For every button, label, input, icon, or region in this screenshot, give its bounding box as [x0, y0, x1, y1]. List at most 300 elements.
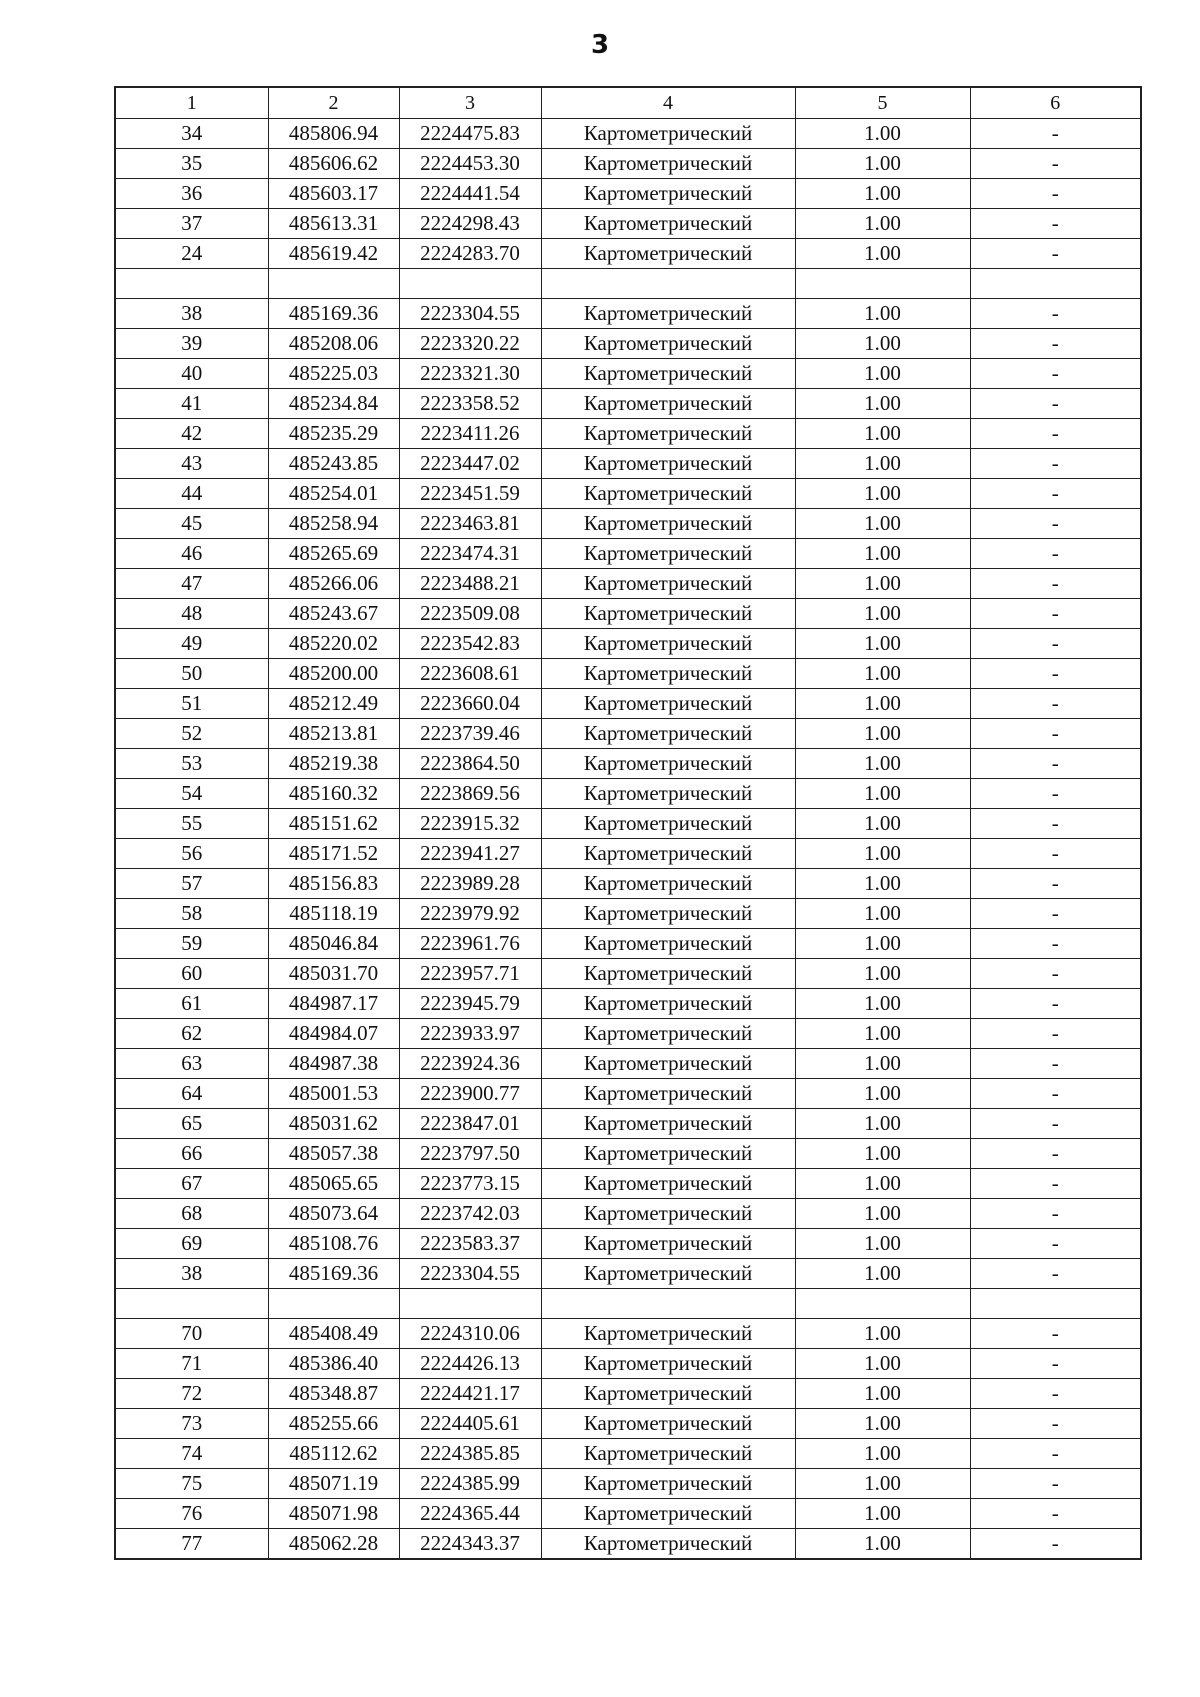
- table-cell: -: [970, 1409, 1141, 1439]
- table-cell: Картометрический: [541, 149, 795, 179]
- table-cell: 1.00: [795, 299, 970, 329]
- table-cell: 2224310.06: [399, 1319, 541, 1349]
- table-row: [115, 1289, 1141, 1319]
- table-row: [115, 1079, 1141, 1109]
- table-cell: 485160.32: [268, 779, 399, 809]
- table-cell: -: [970, 239, 1141, 269]
- table-cell: -: [970, 1079, 1141, 1109]
- table-cell: -: [970, 689, 1141, 719]
- table-cell: 485001.53: [268, 1079, 399, 1109]
- table-cell: Картометрический: [541, 239, 795, 269]
- table-row: [115, 209, 1141, 239]
- table-cell: 485171.52: [268, 839, 399, 869]
- table-cell: 2223509.08: [399, 599, 541, 629]
- table-row: [115, 449, 1141, 479]
- table-cell: Картометрический: [541, 689, 795, 719]
- table-cell: -: [970, 149, 1141, 179]
- table-cell: Картометрический: [541, 119, 795, 149]
- table-cell: Картометрический: [541, 599, 795, 629]
- table-row: [115, 479, 1141, 509]
- table-cell: 485071.98: [268, 1499, 399, 1529]
- table-cell: [268, 1289, 399, 1319]
- column-header: 6: [970, 87, 1141, 119]
- table-row: [115, 1349, 1141, 1379]
- table-row: [115, 539, 1141, 569]
- table-cell: Картометрический: [541, 179, 795, 209]
- table-cell: 50: [115, 659, 268, 689]
- table-cell: Картометрический: [541, 1079, 795, 1109]
- table-cell: 38: [115, 1259, 268, 1289]
- table-row: [115, 299, 1141, 329]
- table-cell: 485243.85: [268, 449, 399, 479]
- table-row: [115, 809, 1141, 839]
- table-cell: -: [970, 329, 1141, 359]
- table-cell: 1.00: [795, 419, 970, 449]
- table-cell: 485151.62: [268, 809, 399, 839]
- table-cell: 1.00: [795, 929, 970, 959]
- table-cell: 2223304.55: [399, 299, 541, 329]
- table-cell: -: [970, 209, 1141, 239]
- table-cell: -: [970, 1529, 1141, 1560]
- table-cell: 485065.65: [268, 1169, 399, 1199]
- table-cell: 1.00: [795, 779, 970, 809]
- table-cell: 2223742.03: [399, 1199, 541, 1229]
- table-cell: 52: [115, 719, 268, 749]
- table-cell: 1.00: [795, 1319, 970, 1349]
- table-cell: -: [970, 509, 1141, 539]
- table-cell: -: [970, 1259, 1141, 1289]
- table-cell: 1.00: [795, 539, 970, 569]
- table-cell: 2224475.83: [399, 119, 541, 149]
- table-cell: 1.00: [795, 1469, 970, 1499]
- table-cell: 485806.94: [268, 119, 399, 149]
- table-cell: 1.00: [795, 989, 970, 1019]
- table-cell: 53: [115, 749, 268, 779]
- table-cell: Картометрический: [541, 1199, 795, 1229]
- table-cell: -: [970, 779, 1141, 809]
- table-cell: 2223933.97: [399, 1019, 541, 1049]
- table-row: [115, 779, 1141, 809]
- table-cell: 36: [115, 179, 268, 209]
- table-row: [115, 1109, 1141, 1139]
- table-cell: 1.00: [795, 179, 970, 209]
- column-header: 4: [541, 87, 795, 119]
- table-row: [115, 1229, 1141, 1259]
- table-cell: -: [970, 929, 1141, 959]
- table-cell: 2223941.27: [399, 839, 541, 869]
- table-cell: 485213.81: [268, 719, 399, 749]
- table-cell: 485062.28: [268, 1529, 399, 1560]
- table-row: [115, 509, 1141, 539]
- table-row: [115, 1529, 1141, 1560]
- table-cell: 37: [115, 209, 268, 239]
- table-cell: Картометрический: [541, 389, 795, 419]
- table-cell: Картометрический: [541, 479, 795, 509]
- table-cell: 485220.02: [268, 629, 399, 659]
- table-cell: -: [970, 389, 1141, 419]
- table-cell: -: [970, 119, 1141, 149]
- table-cell: 484984.07: [268, 1019, 399, 1049]
- table-cell: 48: [115, 599, 268, 629]
- table-cell: 2223321.30: [399, 359, 541, 389]
- table-row: [115, 839, 1141, 869]
- table-cell: 485208.06: [268, 329, 399, 359]
- table-cell: Картометрический: [541, 359, 795, 389]
- table-row: [115, 1019, 1141, 1049]
- table-cell: -: [970, 1169, 1141, 1199]
- table-cell: -: [970, 959, 1141, 989]
- table-cell: 51: [115, 689, 268, 719]
- table-cell: 2223463.81: [399, 509, 541, 539]
- table-cell: 1.00: [795, 569, 970, 599]
- table-row: [115, 659, 1141, 689]
- table-cell: 61: [115, 989, 268, 1019]
- table-cell: 59: [115, 929, 268, 959]
- table-cell: Картометрический: [541, 509, 795, 539]
- table-cell: Картометрический: [541, 839, 795, 869]
- table-cell: -: [970, 1469, 1141, 1499]
- table-cell: 485613.31: [268, 209, 399, 239]
- table-cell: -: [970, 419, 1141, 449]
- table-cell: 484987.38: [268, 1049, 399, 1079]
- table-cell: 1.00: [795, 1019, 970, 1049]
- table-cell: 70: [115, 1319, 268, 1349]
- table-cell: 2223979.92: [399, 899, 541, 929]
- table-cell: -: [970, 869, 1141, 899]
- table-cell: 485169.36: [268, 1259, 399, 1289]
- table-cell: [795, 269, 970, 299]
- table-cell: [795, 1289, 970, 1319]
- table-cell: 73: [115, 1409, 268, 1439]
- table-cell: 1.00: [795, 749, 970, 779]
- table-row: [115, 569, 1141, 599]
- table-cell: -: [970, 359, 1141, 389]
- table-cell: 485200.00: [268, 659, 399, 689]
- table-cell: 2223915.32: [399, 809, 541, 839]
- table-cell: [399, 269, 541, 299]
- table-row: [115, 599, 1141, 629]
- table-cell: 40: [115, 359, 268, 389]
- table-cell: -: [970, 809, 1141, 839]
- table-body: [115, 87, 1141, 1559]
- table-cell: 57: [115, 869, 268, 899]
- table-cell: 1.00: [795, 1499, 970, 1529]
- table-cell: 47: [115, 569, 268, 599]
- table-cell: 67: [115, 1169, 268, 1199]
- table-cell: Картометрический: [541, 989, 795, 1019]
- table-cell: 1.00: [795, 329, 970, 359]
- table-row: [115, 179, 1141, 209]
- table-cell: 24: [115, 239, 268, 269]
- table-cell: 2223900.77: [399, 1079, 541, 1109]
- table-cell: 485156.83: [268, 869, 399, 899]
- column-header: 5: [795, 87, 970, 119]
- table-cell: Картометрический: [541, 1139, 795, 1169]
- table-cell: -: [970, 899, 1141, 929]
- table-cell: 2223869.56: [399, 779, 541, 809]
- table-cell: Картометрический: [541, 629, 795, 659]
- table-cell: 44: [115, 479, 268, 509]
- table-cell: 485073.64: [268, 1199, 399, 1229]
- table-cell: Картометрический: [541, 749, 795, 779]
- table-cell: -: [970, 1229, 1141, 1259]
- table-cell: 484987.17: [268, 989, 399, 1019]
- table-cell: 69: [115, 1229, 268, 1259]
- table-cell: 1.00: [795, 209, 970, 239]
- table-row: [115, 1049, 1141, 1079]
- table-cell: 2223864.50: [399, 749, 541, 779]
- table-cell: 45: [115, 509, 268, 539]
- table-cell: Картометрический: [541, 449, 795, 479]
- table-row: [115, 149, 1141, 179]
- table-cell: 485603.17: [268, 179, 399, 209]
- table-cell: -: [970, 1199, 1141, 1229]
- table-cell: -: [970, 1049, 1141, 1079]
- table-cell: Картометрический: [541, 1469, 795, 1499]
- table-cell: 72: [115, 1379, 268, 1409]
- table-cell: 2223660.04: [399, 689, 541, 719]
- table-cell: 1.00: [795, 449, 970, 479]
- table-cell: 485266.06: [268, 569, 399, 599]
- table-cell: 1.00: [795, 959, 970, 989]
- table-cell: 2224441.54: [399, 179, 541, 209]
- table-cell: Картометрический: [541, 1499, 795, 1529]
- table-cell: 485386.40: [268, 1349, 399, 1379]
- table-row: [115, 359, 1141, 389]
- table-row: [115, 1409, 1141, 1439]
- table-cell: 2224426.13: [399, 1349, 541, 1379]
- table-cell: 485225.03: [268, 359, 399, 389]
- table-cell: 485046.84: [268, 929, 399, 959]
- table-row: [115, 629, 1141, 659]
- table-cell: 75: [115, 1469, 268, 1499]
- table-cell: Картометрический: [541, 1019, 795, 1049]
- table-cell: Картометрический: [541, 1169, 795, 1199]
- table-row: [115, 869, 1141, 899]
- table-cell: Картометрический: [541, 539, 795, 569]
- table-cell: Картометрический: [541, 1319, 795, 1349]
- table-cell: 485169.36: [268, 299, 399, 329]
- table-cell: 485234.84: [268, 389, 399, 419]
- table-cell: 485243.67: [268, 599, 399, 629]
- table-cell: 1.00: [795, 1199, 970, 1229]
- table-cell: Картометрический: [541, 809, 795, 839]
- table-cell: 485258.94: [268, 509, 399, 539]
- table-row: [115, 689, 1141, 719]
- column-header: 1: [115, 87, 268, 119]
- table-cell: 2223447.02: [399, 449, 541, 479]
- table-cell: 46: [115, 539, 268, 569]
- table-row: [115, 959, 1141, 989]
- table-cell: 2224421.17: [399, 1379, 541, 1409]
- table-cell: 485219.38: [268, 749, 399, 779]
- table-cell: 39: [115, 329, 268, 359]
- table-cell: 1.00: [795, 1439, 970, 1469]
- table-cell: Картометрический: [541, 419, 795, 449]
- table-cell: 485112.62: [268, 1439, 399, 1469]
- table-cell: 1.00: [795, 659, 970, 689]
- table-cell: -: [970, 1349, 1141, 1379]
- table-cell: 1.00: [795, 1379, 970, 1409]
- table-cell: Картометрический: [541, 899, 795, 929]
- table-cell: 2223957.71: [399, 959, 541, 989]
- table-cell: -: [970, 1019, 1141, 1049]
- table-cell: 41: [115, 389, 268, 419]
- table-row: [115, 329, 1141, 359]
- table-cell: 485057.38: [268, 1139, 399, 1169]
- table-cell: -: [970, 479, 1141, 509]
- table-cell: 485254.01: [268, 479, 399, 509]
- table-cell: 43: [115, 449, 268, 479]
- table-cell: 1.00: [795, 239, 970, 269]
- table-cell: 1.00: [795, 1049, 970, 1079]
- table-row: [115, 1169, 1141, 1199]
- table-row: [115, 389, 1141, 419]
- table-cell: 2223411.26: [399, 419, 541, 449]
- table-cell: 1.00: [795, 1349, 970, 1379]
- table-cell: Картометрический: [541, 1109, 795, 1139]
- table-cell: 74: [115, 1439, 268, 1469]
- table-cell: 2223773.15: [399, 1169, 541, 1199]
- table-row: [115, 1259, 1141, 1289]
- table-cell: 1.00: [795, 599, 970, 629]
- table-cell: 485408.49: [268, 1319, 399, 1349]
- table-cell: -: [970, 749, 1141, 779]
- table-cell: 485031.70: [268, 959, 399, 989]
- table-row: [115, 239, 1141, 269]
- table-cell: 1.00: [795, 689, 970, 719]
- table-cell: 2224385.85: [399, 1439, 541, 1469]
- table-row: [115, 989, 1141, 1019]
- table-cell: Картометрический: [541, 209, 795, 239]
- table-cell: -: [970, 719, 1141, 749]
- table-cell: [268, 269, 399, 299]
- table-row: [115, 1439, 1141, 1469]
- table-cell: 485235.29: [268, 419, 399, 449]
- table-cell: 485071.19: [268, 1469, 399, 1499]
- table-cell: 2223739.46: [399, 719, 541, 749]
- table-cell: 1.00: [795, 899, 970, 929]
- table-cell: Картометрический: [541, 1229, 795, 1259]
- table-row: [115, 1199, 1141, 1229]
- table-cell: 2224365.44: [399, 1499, 541, 1529]
- table-cell: [541, 269, 795, 299]
- table-row: [115, 719, 1141, 749]
- table-cell: 2224283.70: [399, 239, 541, 269]
- table-cell: 49: [115, 629, 268, 659]
- table-cell: [970, 1289, 1141, 1319]
- table-cell: -: [970, 299, 1141, 329]
- table-cell: -: [970, 1139, 1141, 1169]
- table-cell: 2223488.21: [399, 569, 541, 599]
- table-cell: 485265.69: [268, 539, 399, 569]
- table-cell: 66: [115, 1139, 268, 1169]
- table-cell: 1.00: [795, 1169, 970, 1199]
- table-cell: 2224385.99: [399, 1469, 541, 1499]
- table-cell: Картометрический: [541, 779, 795, 809]
- table-cell: 1.00: [795, 809, 970, 839]
- table-cell: -: [970, 1109, 1141, 1139]
- table-cell: -: [970, 599, 1141, 629]
- table-cell: Картометрический: [541, 869, 795, 899]
- table-cell: 485606.62: [268, 149, 399, 179]
- table-row: [115, 269, 1141, 299]
- table-cell: 2223320.22: [399, 329, 541, 359]
- table-cell: Картометрический: [541, 1349, 795, 1379]
- table-cell: 54: [115, 779, 268, 809]
- table-cell: 71: [115, 1349, 268, 1379]
- table-cell: 2223847.01: [399, 1109, 541, 1139]
- table-cell: 1.00: [795, 1229, 970, 1259]
- table-cell: 2223358.52: [399, 389, 541, 419]
- page-number: 3: [590, 30, 610, 60]
- table-cell: 1.00: [795, 1139, 970, 1169]
- table-cell: 76: [115, 1499, 268, 1529]
- table-cell: 485118.19: [268, 899, 399, 929]
- table-cell: 42: [115, 419, 268, 449]
- table-row: [115, 929, 1141, 959]
- table-cell: [541, 1289, 795, 1319]
- table-cell: 2223451.59: [399, 479, 541, 509]
- table-cell: 1.00: [795, 359, 970, 389]
- table-cell: Картометрический: [541, 1439, 795, 1469]
- table-cell: -: [970, 629, 1141, 659]
- table-cell: 2224405.61: [399, 1409, 541, 1439]
- table-cell: -: [970, 1319, 1141, 1349]
- table-cell: 1.00: [795, 869, 970, 899]
- table-cell: 1.00: [795, 719, 970, 749]
- table-cell: 34: [115, 119, 268, 149]
- table-cell: [115, 1289, 268, 1319]
- table-cell: 1.00: [795, 1409, 970, 1439]
- table-cell: Картометрический: [541, 959, 795, 989]
- table-cell: 2223542.83: [399, 629, 541, 659]
- table-cell: 58: [115, 899, 268, 929]
- table-cell: 55: [115, 809, 268, 839]
- table-cell: 64: [115, 1079, 268, 1109]
- table-cell: -: [970, 1499, 1141, 1529]
- table-cell: 68: [115, 1199, 268, 1229]
- table-cell: 2223924.36: [399, 1049, 541, 1079]
- table-cell: Картометрический: [541, 569, 795, 599]
- table-cell: 1.00: [795, 629, 970, 659]
- table-cell: 2224343.37: [399, 1529, 541, 1560]
- table-cell: 62: [115, 1019, 268, 1049]
- table-cell: 485255.66: [268, 1409, 399, 1439]
- table-cell: [970, 269, 1141, 299]
- table-row: [115, 119, 1141, 149]
- table-cell: 1.00: [795, 1109, 970, 1139]
- table-row: [115, 1469, 1141, 1499]
- table-cell: 63: [115, 1049, 268, 1079]
- table-cell: [399, 1289, 541, 1319]
- column-header: 3: [399, 87, 541, 119]
- table-cell: Картометрический: [541, 719, 795, 749]
- table-cell: 1.00: [795, 1529, 970, 1560]
- table-row: [115, 1499, 1141, 1529]
- table-cell: 1.00: [795, 509, 970, 539]
- table-cell: Картометрический: [541, 929, 795, 959]
- table-header-row: [115, 87, 1141, 119]
- table-row: [115, 1379, 1141, 1409]
- table-cell: 1.00: [795, 389, 970, 419]
- table-cell: 1.00: [795, 1079, 970, 1109]
- table-cell: 2224453.30: [399, 149, 541, 179]
- table-cell: Картометрический: [541, 1379, 795, 1409]
- table-cell: 1.00: [795, 839, 970, 869]
- table-cell: Картометрический: [541, 1259, 795, 1289]
- table-cell: 1.00: [795, 1259, 970, 1289]
